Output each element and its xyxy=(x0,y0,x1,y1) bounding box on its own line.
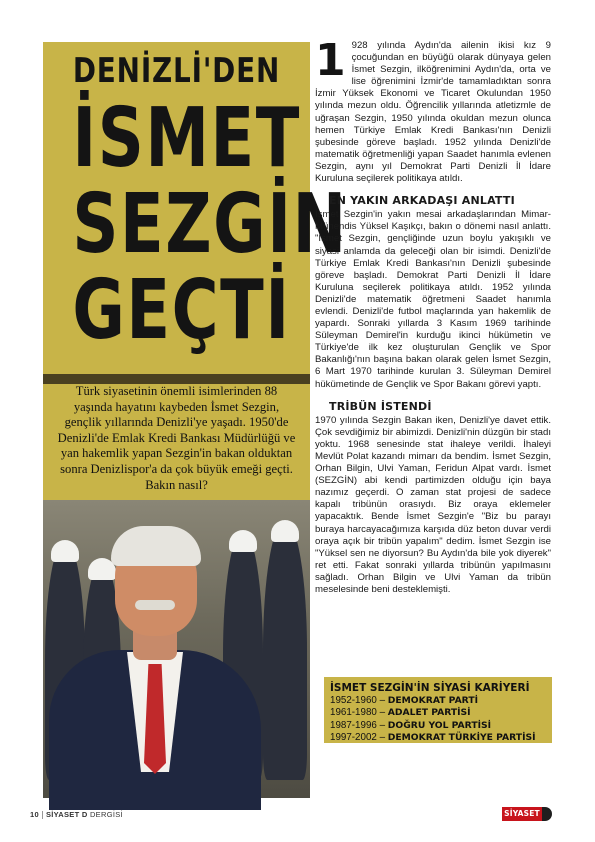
career-party: DEMOKRAT TÜRKİYE PARTİSİ xyxy=(387,731,536,743)
career-row xyxy=(330,707,546,719)
intro-paragraph xyxy=(315,35,551,185)
paragraph-friend: İsmet Sezgin'in yakın mesai arkadaşlarından Mimar-Mühendis Yüksel Kaşıkçı, bakın o dönemi nasıl anlattı. "İsmet Sezgin, gençliğinde uzun boylu yakışıklı ve siyasi anlamda da geleceği olan bir isimdi. Denizli'de Türkiye Emlak Kredi Bankası'nın Denizli şubesinde göreve başladı. Demokrat Parti Denizli İl İdare Kuruluna seçilerek politikaya atıldı. 1952 yılında Denizli'de matematik öğretmeni Saadet hanımla evlendi. Denizli'de futbol maçlarında yan hakemlik de yapardı. Sonraki yıllarda 3 Kasım 1969 tarihinde Süleyman Demirel'in kurduğu ikinci hükümetin ve Türkiye'de ilk kez oluşturulan Gençlik ve Spor Bakanlığı'nın başına bakan olarak gelen İsmet Sezgin, 6 Mart 1970 tarihinde kurulan 3. Süleyman Demirel hükümetinde de Gençlik ve Spor Bakanı görevi yaptı. xyxy=(315,209,551,390)
intro-text: 928 yılında Aydın'da ailenin ikisi kız 9 çocuğundan en büyüğü olarak dünyaya gelen İsmet Sezgin, ilköğrenimini Aydın'da, orta ve lise öğrenimini İzmir'de tamamladıktan sonra İzmir Yüksek Ekonomi ve Ticaret Okulundan 1950 yılında mezun oldu. Öğrencilik yıllarında atletizmle de uğraşan Sezgin, 1950 yılında okuldan mezun olunca hemen Türkiye Emlak Kredi Bankası'nın Denizli şubesinde göreve başladı. 1952 yılında Denizli'de matematik öğretmenliği yapan Saadet hanımla evlenen Sezgin, aynı yıl Demokrat Parti Denizli İl İdare Kuruluna seçilerek politikaya atıldı. xyxy=(315,40,551,185)
career-title: İSMET SEZGİN'İN SİYASİ KARİYERİ xyxy=(330,682,530,694)
career-years: 1961-1980 – xyxy=(330,707,386,719)
page-number: 10 xyxy=(30,810,39,819)
career-row xyxy=(330,732,546,744)
magazine-name: SİYASET D xyxy=(45,810,88,819)
magazine-logo xyxy=(502,807,550,821)
soldier-helmet xyxy=(51,540,79,562)
article-body xyxy=(315,35,551,596)
summary-text: Türk siyasetinin önemli isimlerinden 88 yaşında hayatını kaybeden İsmet Sezgin, gençlik yıllarında Denizli'ye yaşadı. 1950'de Denizli'de Emlak Kredi Bankası Müdürlüğü ve yan hakemlik yapan Sezgin'in bakan olduktan sonra Denizlispor'a da çok büyük emeği geçti. Bakın nasıl? xyxy=(57,384,296,492)
career-box xyxy=(324,677,552,743)
career-party: ADALET PARTİSİ xyxy=(387,707,471,719)
career-row xyxy=(330,720,546,732)
paragraph-tribune: 1970 yılında Sezgin Bakan iken, Denizli'ye davet ettik. Çok sevdiğimiz bir abimizdi. Denizli'nin düzgün bir stadı yoktu. 1968 senesinde stat ihaleye verildi. İhaleyi Mevlüt Polat kazandı mimarı da bendim. İsmet Sezgin, Orhan Bilgin, Ulvi Yaman, Feridun Alpat vardı. İsmet (SEZGİN) abi kendi partimizden olduğu için baya nazımız geçerdi. O zaman stat projesi de sadece kapalı tribünün orasıydı. Biz oraya eklemeler yapacaktık. Bende İsmet Sezgin'e "Biz bu parayı buraya harcayacağımıza karşıda düz beton duvar verdi oraya açık bir tribün yapalım" dedim. İsmet Sezgin ise "Yüksel sen ne diyorsun? Bu Aydın'da bile yok diyerek" ret etti. Fakat sonraki yıllarda tribünün yapılmasını sağladı. Orhan Bilgin ve Ulvi Yaman da tribün meselesinde beni desteklemişti. xyxy=(315,414,551,596)
headline-line-4: GEÇTİ xyxy=(72,263,291,358)
career-party: DOĞRU YOL PARTİSİ xyxy=(387,719,492,731)
soldier-figure xyxy=(263,520,307,780)
logo-text: SİYASET xyxy=(502,807,542,821)
headline-panel xyxy=(43,42,348,798)
soldier-helmet xyxy=(271,520,299,542)
footer-divider xyxy=(42,811,43,819)
career-years: 1987-1996 – xyxy=(330,719,386,731)
page-footer xyxy=(30,810,123,819)
headline-line-1: DENİZLİ'DEN xyxy=(72,51,281,91)
career-row xyxy=(330,695,546,707)
divider xyxy=(43,374,310,384)
career-years: 1952-1960 – xyxy=(330,695,386,706)
subhead-tribune: TRİBÜN İSTENDİ xyxy=(329,399,432,413)
logo-d-icon xyxy=(542,807,552,821)
career-party: DEMOKRAT PARTİ xyxy=(387,695,479,706)
headline-line-2: İSMET xyxy=(72,91,302,186)
magazine-suffix: DERGİSİ xyxy=(89,810,123,819)
man-hair xyxy=(111,526,201,566)
drop-cap: 1 xyxy=(315,35,346,86)
man-mustache xyxy=(135,600,175,610)
soldier-helmet xyxy=(229,530,257,552)
headline-line-3: SEZGİN xyxy=(72,177,348,272)
subhead-friend: EN YAKIN ARKADAŞI ANLATTI xyxy=(329,194,515,208)
portrait-photo xyxy=(43,500,310,798)
headline xyxy=(43,42,348,382)
career-years: 1997-2002 – xyxy=(330,731,386,743)
